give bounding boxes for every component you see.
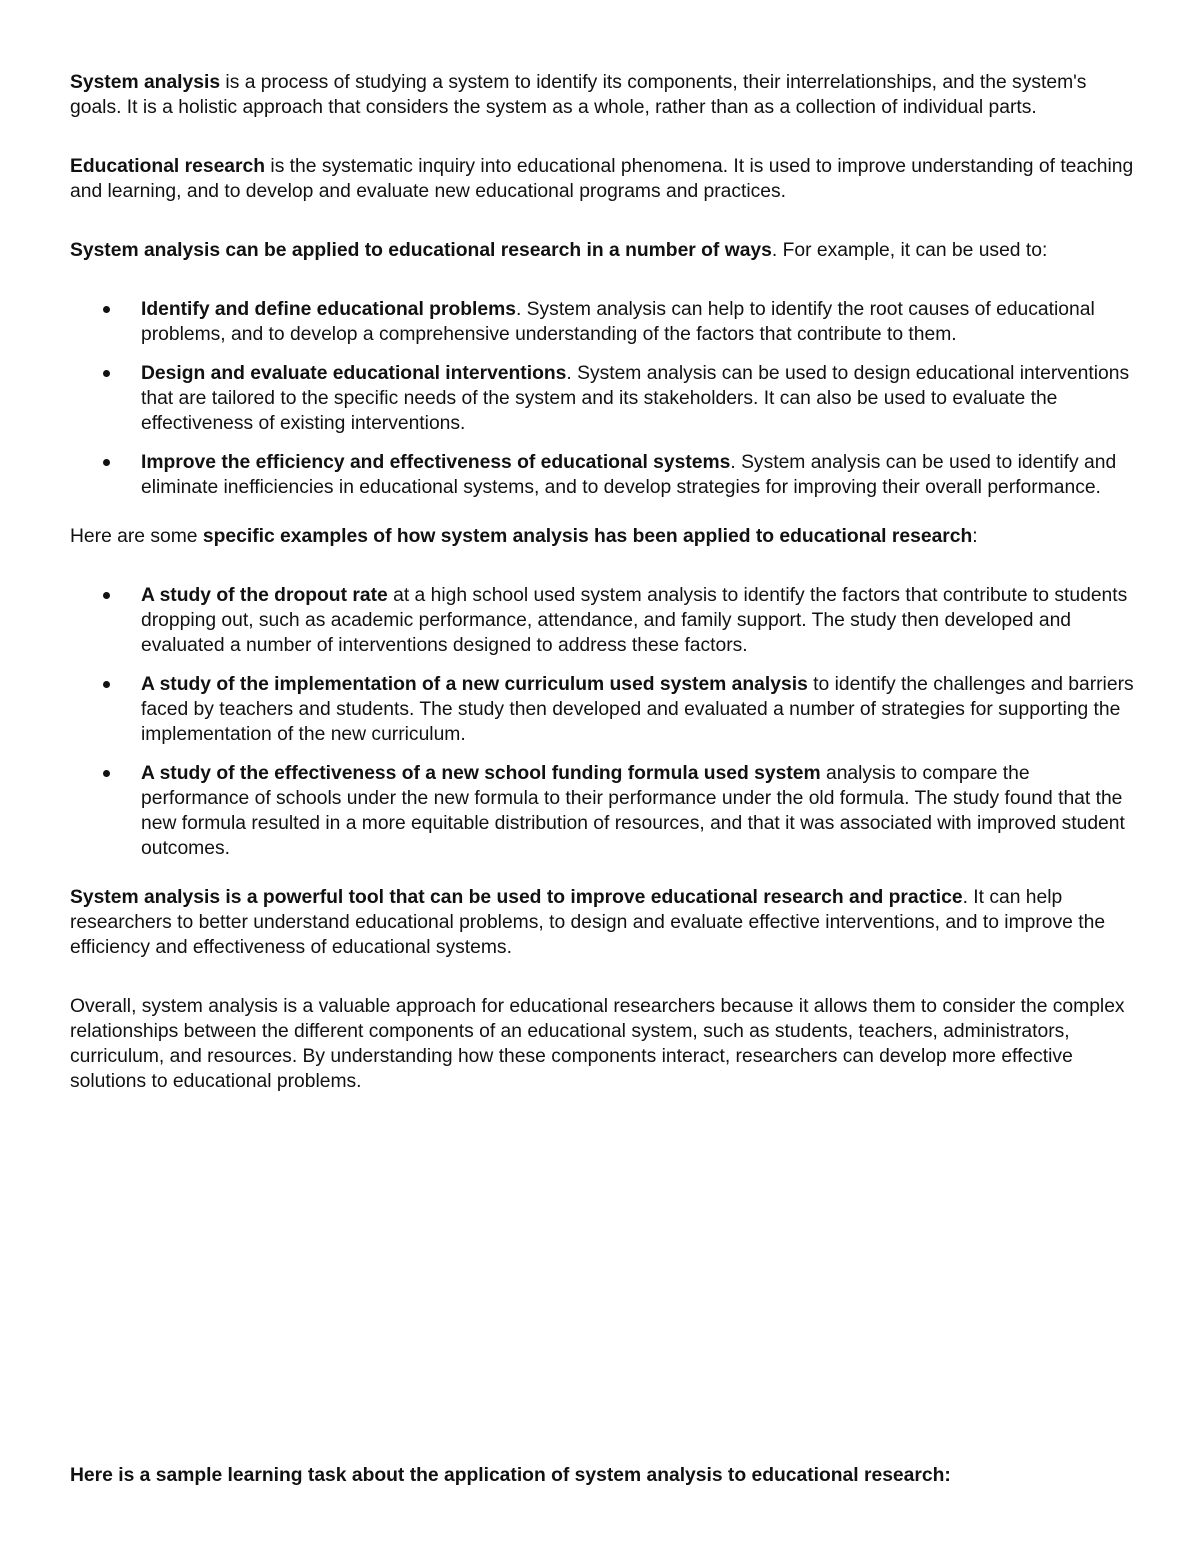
item-text: . System analysis can be used to identify and eliminate inefficiencies in educational systems, and to develop strategies for improving their overall performance. [141, 452, 1117, 498]
bold-term: A study of the dropout rate [141, 585, 388, 606]
paragraph-applications-intro [70, 238, 1135, 263]
bullet-icon [103, 770, 110, 777]
paragraph-text: . It can help researchers to better understand educational problems, to design and evaluate effective interventions, and to improve the efficiency and effectiveness of educational systems. [70, 887, 1106, 958]
list-item [70, 583, 1135, 658]
bold-term: specific examples of how system analysis has been applied to educational research [202, 526, 973, 547]
bullet-icon [103, 459, 110, 466]
bold-term: System analysis is a powerful tool that can be used to improve educational research and practice [70, 887, 963, 908]
paragraph-text: . For example, it can be used to: [771, 240, 1048, 261]
bullet-icon [103, 370, 110, 377]
paragraph-text: Overall, system analysis is a valuable approach for educational researchers because it allows them to consider the complex relationships between the different components of an educational system, such as students, teachers, administrators, curriculum, and resources. By understanding how these components interact, researchers can develop more effective solutions to educational problems. [70, 996, 1125, 1092]
item-text: . System analysis can be used to design educational interventions that are tailored to the specific needs of the system and its stakeholders. It can also be used to evaluate the effectiveness of existing interventions. [141, 363, 1130, 434]
sample-task-heading: Here is a sample learning task about the application of system analysis to educational research: [70, 1465, 951, 1486]
examples-list [70, 583, 1135, 861]
paragraph-text: is the systematic inquiry into educational phenomena. It is used to improve understanding of teaching and learning, and to develop and evaluate new educational programs and practices. [70, 156, 1134, 202]
item-text: analysis to compare the performance of schools under the new formula to their performance under the old formula. The study found that the new formula resulted in a more equitable distribution of resources, and that it was associated with improved student outcomes. [141, 763, 1125, 859]
bold-term: Design and evaluate educational interventions [141, 363, 567, 384]
bold-term: A study of the implementation of a new curriculum used system analysis [141, 674, 808, 695]
bold-term: Improve the efficiency and effectiveness of educational systems [141, 452, 731, 473]
paragraph-system-analysis-definition [70, 70, 1135, 120]
bullet-icon [103, 681, 110, 688]
paragraph-text: : [972, 526, 978, 547]
paragraph-examples-intro [70, 524, 1135, 549]
list-item [70, 672, 1135, 747]
bullet-icon [103, 306, 110, 313]
bold-term: Educational research [70, 156, 266, 177]
bold-term: System analysis [70, 72, 221, 93]
bold-term: System analysis can be applied to educational research in a number of ways [70, 240, 772, 261]
paragraph-overall [70, 994, 1135, 1094]
list-item [70, 361, 1135, 436]
item-text: . System analysis can help to identify the root causes of educational problems, and to develop a comprehensive understanding of the factors that contribute to them. [141, 299, 1095, 345]
list-item [70, 761, 1135, 861]
paragraph-educational-research-definition [70, 154, 1135, 204]
paragraph-text: Here are some [70, 526, 203, 547]
list-item [70, 297, 1135, 347]
bullet-icon [103, 592, 110, 599]
document-body [70, 70, 1135, 1128]
item-text: to identify the challenges and barriers faced by teachers and students. The study then developed and evaluated a number of strategies for supporting the implementation of the new curriculum. [141, 674, 1134, 745]
bold-term: A study of the effectiveness of a new school funding formula used system [141, 763, 821, 784]
item-text: at a high school used system analysis to identify the factors that contribute to students dropping out, such as academic performance, attendance, and family support. The study then developed and evaluated a number of interventions designed to address these factors. [141, 585, 1128, 656]
applications-list [70, 297, 1135, 500]
paragraph-powerful-tool [70, 885, 1135, 960]
list-item [70, 450, 1135, 500]
paragraph-text: is a process of studying a system to identify its components, their interrelationships, and the system's goals. It is a holistic approach that considers the system as a whole, rather than as a collection of individual parts. [70, 72, 1087, 118]
bold-term: Identify and define educational problems [141, 299, 516, 320]
